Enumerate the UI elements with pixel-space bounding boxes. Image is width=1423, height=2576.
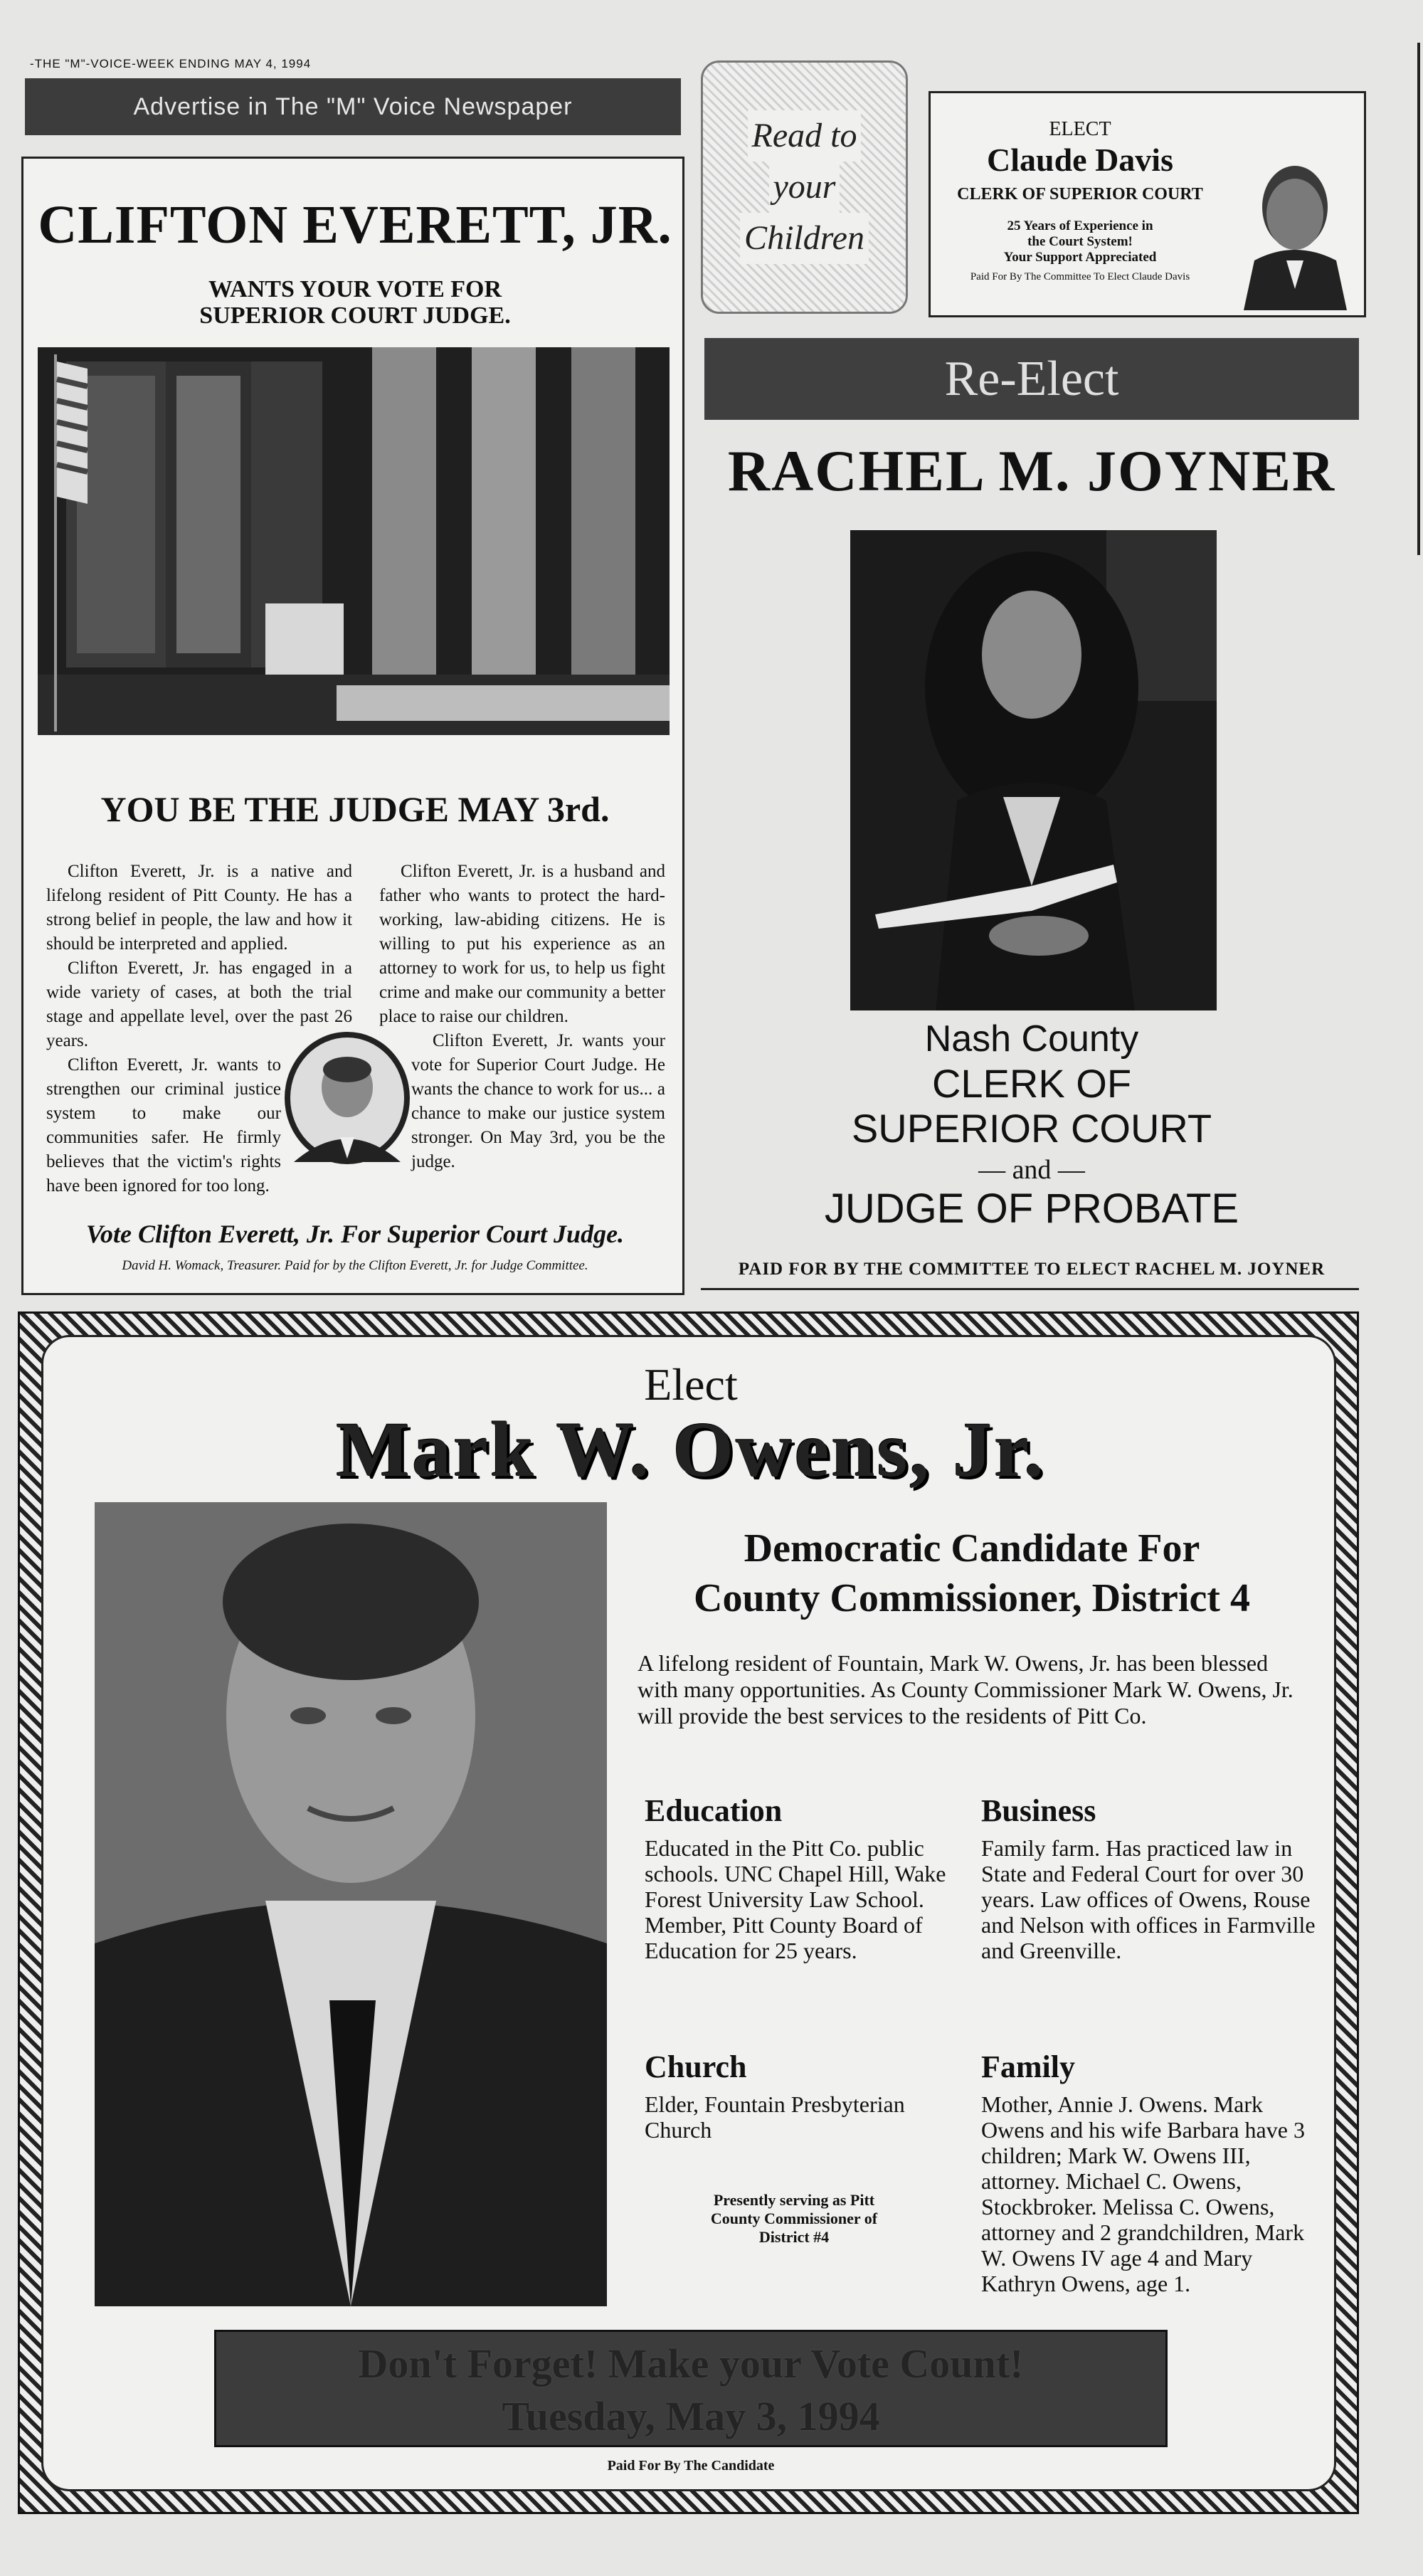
read-to-children-ad: [701, 60, 908, 314]
owens-intro: A lifelong resident of Fountain, Mark W. Owens, Jr. has been blessed with many opportunities. As County Commissioner Mark W. Owens, Jr. will provide the best services to the residents of Pitt Co.: [638, 1650, 1294, 1728]
everett-wants-1: WANTS YOUR VOTE FOR: [208, 276, 502, 302]
everett-wants-2: SUPERIOR COURT JUDGE.: [199, 302, 511, 329]
owens-serving: Presently serving as Pitt County Commissioner of District #4: [710, 2191, 878, 2246]
dateline: -THE "M"-VOICE-WEEK ENDING MAY 4, 1994: [30, 57, 312, 70]
everett-paragraph-2: Clifton Everett, Jr. has engaged in a wide variety of cases, at both the trial stage and appellate level, over the past 26 years.: [46, 959, 352, 1050]
davis-name: Claude Davis: [987, 142, 1173, 178]
owens-family: Mother, Annie J. Owens. Mark Owens and his wife Barbara have 3 children; Mark W. Owens III, attorney. Michael C. Owens, Stockbroker. Melissa C. Owens, attorney and 2 grandchildren, Mark W. Owens IV age 4 and Mary Kathryn Owens, age 1.: [981, 2091, 1305, 2296]
joyner-court: SUPERIOR COURT: [851, 1106, 1212, 1151]
owens-church-heading: Church: [645, 2049, 747, 2084]
joyner-rule: [701, 1288, 1359, 1290]
davis-portrait: [1237, 122, 1354, 310]
owens-candidate-2: County Commissioner, District 4: [694, 1576, 1250, 1620]
reelect-banner: Re-Elect: [704, 338, 1359, 420]
dont-forget-line-1: Don't Forget! Make your Vote Count!: [358, 2340, 1024, 2387]
everett-headline: YOU BE THE JUDGE MAY 3rd.: [100, 789, 610, 829]
davis-elect: ELECT: [1049, 118, 1111, 140]
owens-name: Mark W. Owens, Jr.: [336, 1406, 1046, 1493]
davis-support: Your Support Appreciated: [1003, 250, 1157, 265]
everett-slogan: Vote Clifton Everett, Jr. For Superior Court Judge.: [85, 1220, 625, 1248]
everett-ad: [21, 157, 684, 1295]
owens-education-heading: Education: [645, 1793, 783, 1828]
everett-portrait: [283, 1030, 411, 1166]
everett-name: CLIFTON EVERETT, JR.: [38, 195, 672, 255]
owens-candidate-1: Democratic Candidate For: [744, 1526, 1200, 1571]
owens-education: Educated in the Pitt Co. public schools. UNC Chapel Hill, Wake Forest University Law School. Member, Pitt County Board of Education for 25 years.: [645, 1835, 946, 1963]
owens-paid: Paid For By The Candidate: [607, 2458, 775, 2474]
owens-family-heading: Family: [981, 2049, 1075, 2084]
owens-ad: [41, 1335, 1336, 2491]
dont-forget-line-2: Tuesday, May 3, 1994: [502, 2393, 880, 2439]
everett-paragraph-4: Clifton Everett, Jr. is a husband and father who wants to protect the hard-working, law-abiding citizens. He is willing to put his experience as an attorney to work for us, to help us fight crime and make our community a better place to raise our children.: [379, 862, 665, 1026]
joyner-clerk: CLERK OF: [931, 1061, 1132, 1106]
everett-paragraph-3: Clifton Everett, Jr. wants to strengthen our criminal justice system to make our communities safer. He firmly believes that the victim's rights have been ignored for too long.: [46, 1055, 281, 1195]
page-edge-rule: [1417, 43, 1420, 555]
read-line2: your: [769, 162, 840, 213]
joyner-paid: PAID FOR BY THE COMMITTEE TO ELECT RACHEL M. JOYNER: [738, 1260, 1326, 1279]
davis-office: CLERK OF SUPERIOR COURT: [957, 185, 1203, 204]
davis-paid: Paid For By The Committee To Elect Claude Davis: [970, 271, 1190, 283]
joyner-county: Nash County: [924, 1018, 1139, 1060]
owens-church: Elder, Fountain Presbyterian Church: [645, 2091, 905, 2143]
everett-paragraph-5: Clifton Everett, Jr. wants your vote for Superior Court Judge. He wants the chance to work for us... a chance to make our justice system stronger. On May 3rd, you be the judge.: [411, 1031, 665, 1171]
davis-experience-2: the Court System!: [1027, 234, 1133, 249]
joyner-portrait: [850, 530, 1217, 1010]
davis-experience-1: 25 Years of Experience in: [1007, 218, 1153, 233]
owens-portrait: [95, 1502, 607, 2306]
everett-paragraph-1: Clifton Everett, Jr. is a native and lifelong resident of Pitt County. He has a strong belief in people, the law and how it should be interpreted and applied.: [46, 862, 352, 954]
dont-forget-banner: [214, 2330, 1168, 2447]
davis-ad: [929, 91, 1366, 317]
everett-paid: David H. Womack, Treasurer. Paid for by the Clifton Everett, Jr. for Judge Committee.: [122, 1258, 588, 1273]
read-line3: Children: [740, 213, 869, 264]
owens-business-heading: Business: [981, 1793, 1096, 1828]
read-line1: Read to: [748, 110, 862, 162]
joyner-name: RACHEL M. JOYNER: [727, 438, 1336, 503]
joyner-probate: JUDGE OF PROBATE: [824, 1186, 1239, 1232]
owens-elect: Elect: [644, 1359, 738, 1410]
advertise-banner: Advertise in The "M" Voice Newspaper: [25, 78, 681, 135]
owens-business: Family farm. Has practiced law in State and Federal Court for over 30 years. Law offices of Owens, Rouse and Nelson with offices in Farmville and Greenville.: [981, 1835, 1316, 1963]
joyner-and: — and —: [978, 1155, 1085, 1185]
courtroom-photo: [38, 347, 670, 735]
